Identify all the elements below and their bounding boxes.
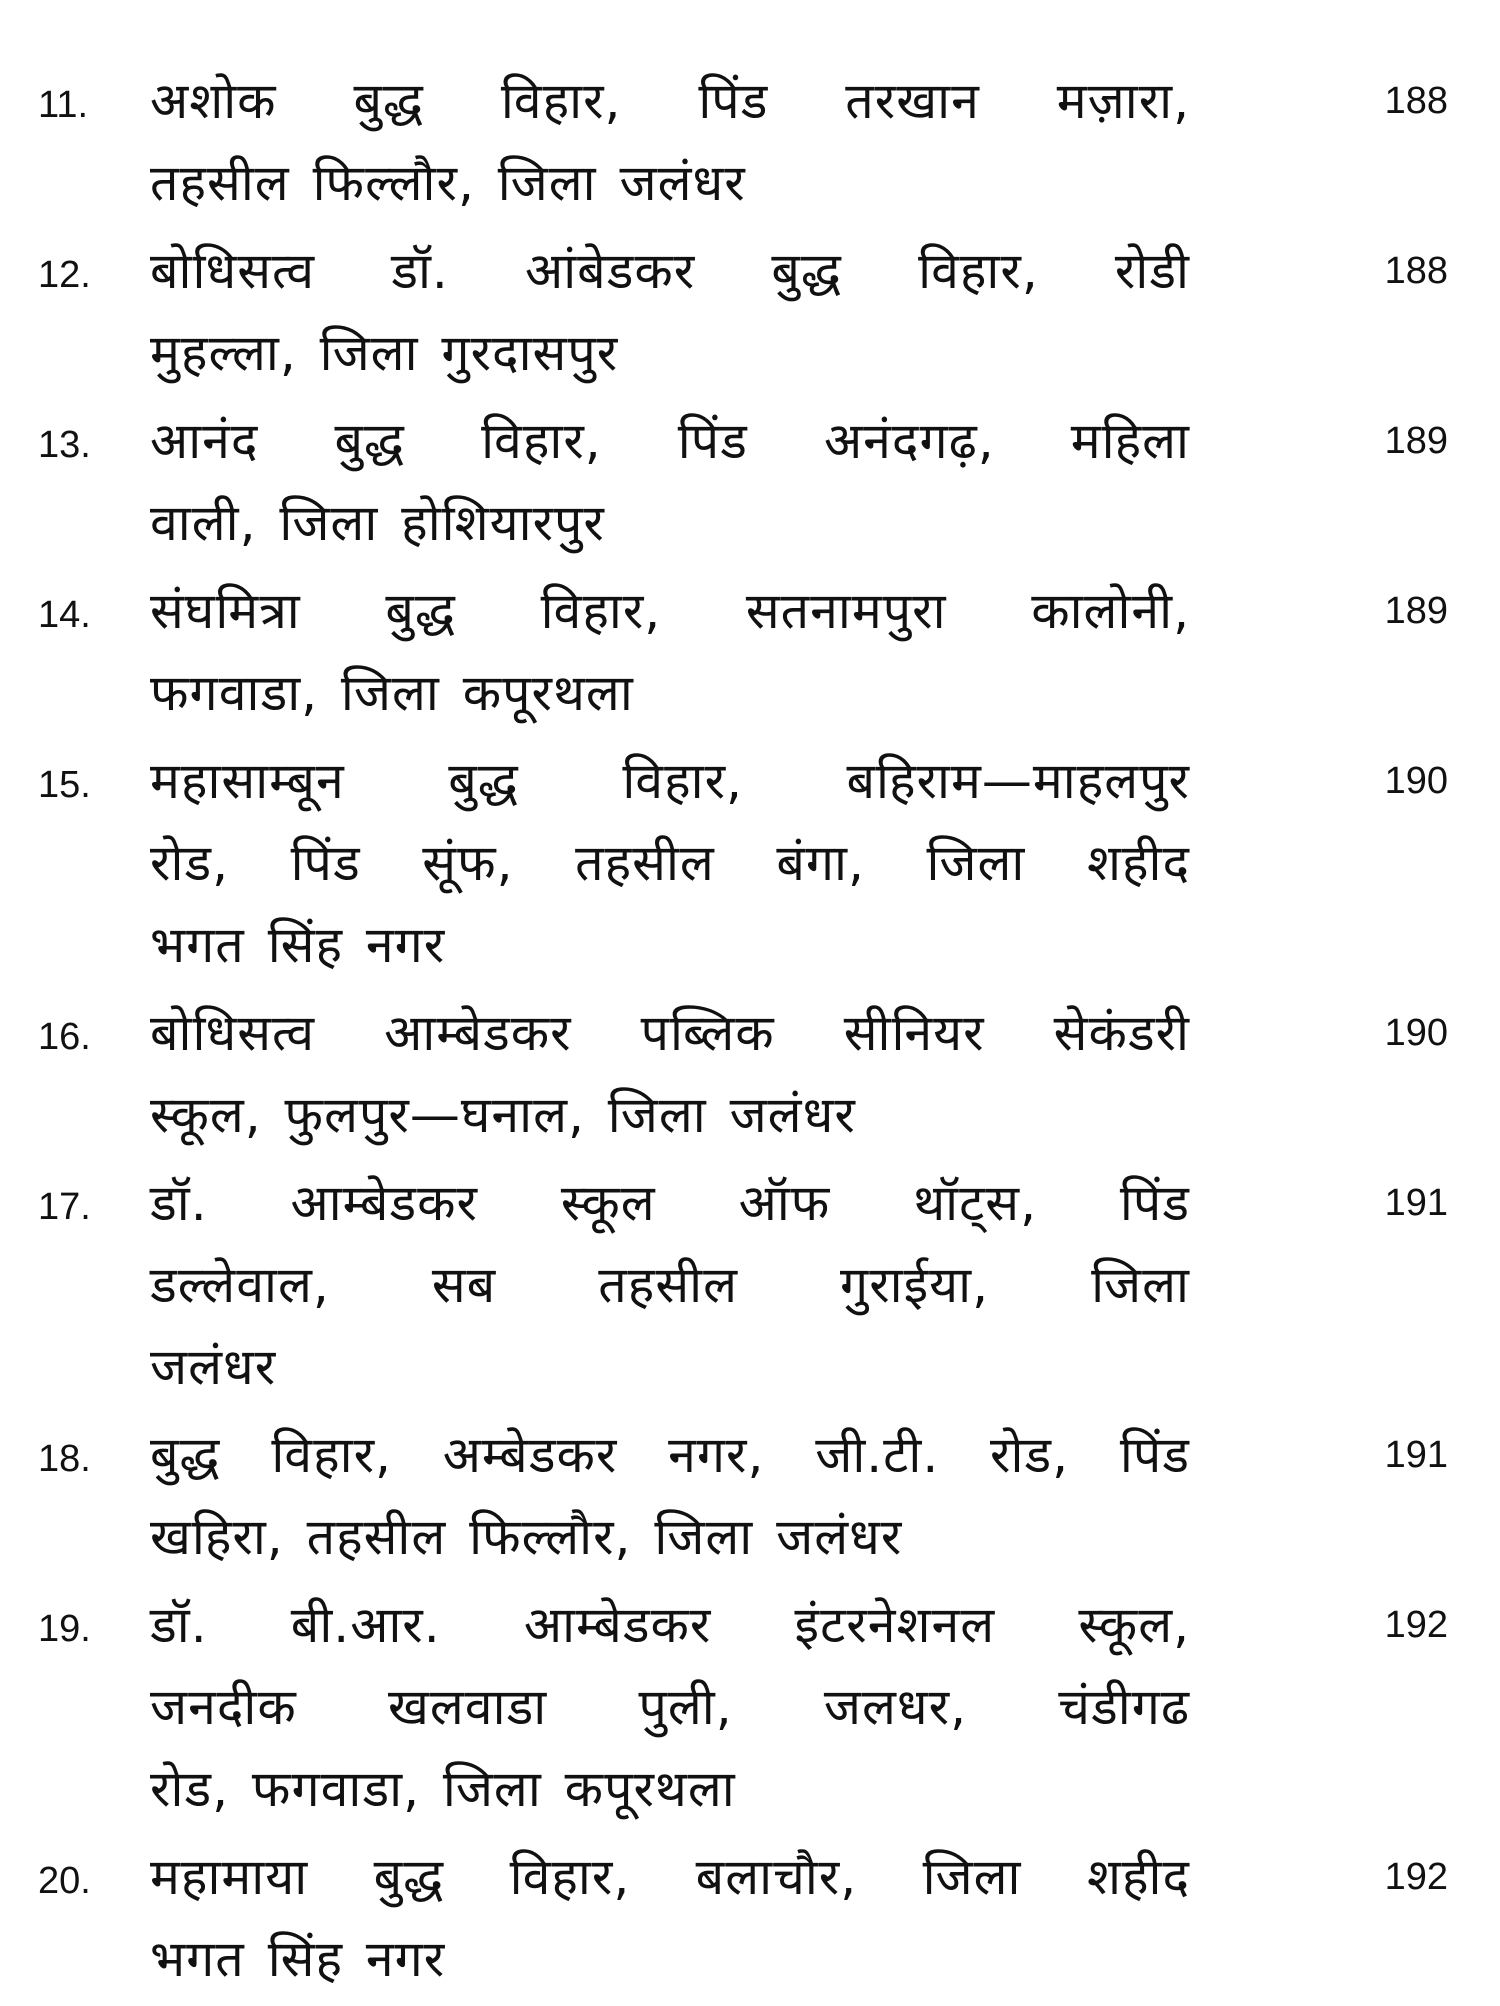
entry-title-line: तहसील फिल्लौर, जिला जलंधर [150,154,746,212]
entry-number: 19. [38,1608,91,1650]
list-item [38,1836,1448,2000]
entry-title [150,992,1190,1156]
contents-list [38,60,1448,2006]
entry-page-number: 188 [1384,250,1448,292]
entry-title [150,1836,1190,2000]
list-item [38,230,1448,394]
entry-page-number: 190 [1384,1012,1448,1054]
entry-title [150,400,1190,564]
entry-title-line: रोड, पिंड सूंफ, तहसील बंगा, जिला शहीद [150,834,1190,892]
entry-title [150,230,1190,394]
entry-number: 13. [38,424,91,466]
entry-page-number: 191 [1384,1182,1448,1224]
entry-title-line: डॉ. बी.आर. आम्बेडकर इंटरनेशनल स्कूल, [150,1596,1190,1654]
entry-title-line: मुहल्ला, जिला गुरदासपुर [150,324,619,382]
entry-title [150,1414,1190,1578]
entry-number: 20. [38,1860,91,1902]
entry-title-line: डल्लेवाल, सब तहसील गुराईया, जिला [150,1256,1190,1314]
entry-title-line: अशोक बुद्ध विहार, पिंड तरखान मज़ारा, [150,72,1190,130]
entry-title-line: फगवाडा, जिला कपूरथला [150,664,634,722]
list-item [38,740,1448,986]
list-item [38,60,1448,224]
entry-title-line: बोधिसत्व आम्बेडकर पब्लिक सीनियर सेकंडरी [150,1004,1190,1062]
entry-title-line: स्कूल, फुलपुर—घनाल, जिला जलंधर [150,1086,856,1144]
entry-title-line: डॉ. आम्बेडकर स्कूल ऑफ थॉट्स, पिंड [150,1174,1190,1232]
list-item [38,400,1448,564]
entry-page-number: 190 [1384,760,1448,802]
entry-title-line: महामाया बुद्ध विहार, बलाचौर, जिला शहीद [150,1848,1190,1906]
entry-title-line: खहिरा, तहसील फिल्लौर, जिला जलंधर [150,1508,903,1566]
entry-title-line: महासाम्बून बुद्ध विहार, बहिराम—माहलपुर [150,752,1190,810]
entry-page-number: 188 [1384,80,1448,122]
entry-page-number: 192 [1384,1604,1448,1646]
entry-number: 14. [38,594,91,636]
entry-title-line: जनदीक खलवाडा पुली, जलधर, चंडीगढ [150,1678,1190,1736]
entry-title-line: संघमित्रा बुद्ध विहार, सतनामपुरा कालोनी, [150,582,1190,640]
list-item [38,992,1448,1156]
entry-page-number: 192 [1384,1856,1448,1898]
list-item [38,1584,1448,1830]
entry-title-line: रोड, फगवाडा, जिला कपूरथला [150,1760,736,1818]
entry-title [150,1162,1190,1408]
entry-title-line: आनंद बुद्ध विहार, पिंड अनंदगढ़, महिला [150,412,1190,470]
entry-page-number: 189 [1384,590,1448,632]
entry-number: 16. [38,1016,91,1058]
list-item [38,1162,1448,1408]
entry-title-line: वाली, जिला होशियारपुर [150,494,605,552]
entry-title [150,740,1190,986]
entry-number: 11. [38,84,89,126]
entry-number: 17. [38,1186,91,1228]
entry-title-line: बुद्ध विहार, अम्बेडकर नगर, जी.टी. रोड, पिंड [150,1426,1190,1484]
entry-title [150,60,1190,224]
entry-title-line: भगत सिंह नगर [150,916,446,974]
entry-page-number: 189 [1384,420,1448,462]
entry-title-line: भगत सिंह नगर [150,1930,446,1988]
entry-title-line: जलंधर [150,1338,277,1396]
entry-title [150,570,1190,734]
entry-number: 12. [38,254,91,296]
entry-title-line: बोधिसत्व डॉ. आंबेडकर बुद्ध विहार, रोडी [150,242,1190,300]
entry-title [150,1584,1190,1830]
list-item [38,570,1448,734]
entry-page-number: 191 [1384,1434,1448,1476]
entry-number: 15. [38,764,91,806]
entry-number: 18. [38,1438,91,1480]
list-item [38,1414,1448,1578]
